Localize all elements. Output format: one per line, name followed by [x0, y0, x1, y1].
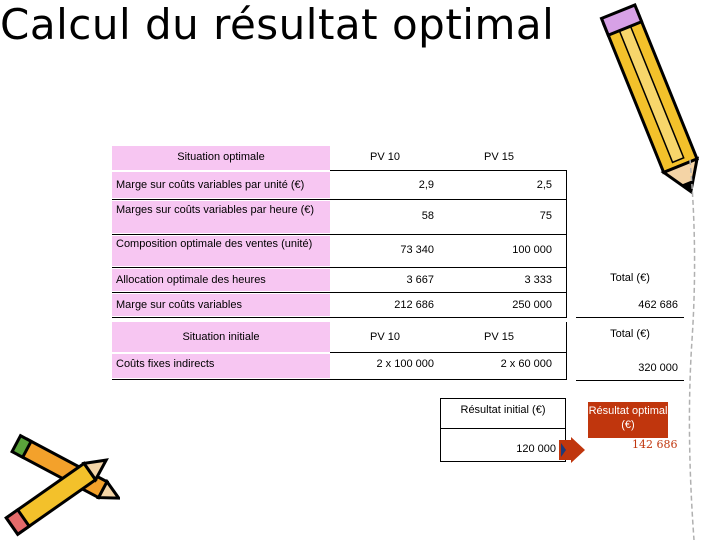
total-value: 320 000	[638, 362, 678, 374]
row-label: Marge sur coûts variables	[112, 294, 330, 316]
cell-pv15: 100 000	[512, 244, 552, 256]
initial-result-value: 120 000	[516, 443, 556, 455]
header-pv10: PV 10	[370, 331, 400, 343]
pencils-icon	[0, 430, 120, 540]
optimal-result-label	[588, 402, 668, 438]
cell-pv15: 2 x 60 000	[500, 358, 552, 370]
row-label: Allocation optimale des heures	[112, 269, 330, 291]
cell-pv10: 73 340	[400, 244, 434, 256]
total-label: Total (€)	[610, 272, 650, 284]
row-label: Marge sur coûts variables par unité (€)	[112, 172, 330, 198]
cell-pv10: 2 x 100 000	[376, 358, 434, 370]
optimal-result-label-text: Résultat optimal (€)	[588, 405, 668, 431]
total-label: Total (€)	[610, 328, 650, 340]
header-pv10: PV 10	[370, 151, 400, 163]
header-situation-optimale: Situation optimale	[112, 146, 330, 170]
cell-pv15: 3 333	[524, 274, 552, 286]
row-label: Coûts fixes indirects	[112, 354, 330, 378]
total-value: 462 686	[638, 299, 678, 311]
initial-result-label: Résultat initial (€)	[460, 404, 546, 416]
row-label: Composition optimale des ventes (unité)	[112, 236, 330, 266]
cell-pv10: 3 667	[406, 274, 434, 286]
optimal-result-value: 142 686	[632, 438, 678, 451]
cell-pv10: 212 686	[394, 299, 434, 311]
cell-pv15: 2,5	[536, 179, 552, 191]
page-title: Calcul du résultat optimal	[0, 0, 555, 49]
arrow-right-icon	[557, 437, 587, 463]
cell-pv10: 58	[421, 210, 434, 222]
cell-pv15: 250 000	[512, 299, 552, 311]
header-pv15: PV 15	[484, 331, 514, 343]
row-label: Marges sur coûts variables par heure (€)	[112, 201, 330, 233]
cell-pv15: 75	[539, 210, 552, 222]
header-pv15: PV 15	[484, 151, 514, 163]
cell-pv10: 2,9	[418, 179, 434, 191]
margin-line	[684, 160, 704, 540]
header-situation-initiale: Situation initiale	[112, 322, 330, 352]
